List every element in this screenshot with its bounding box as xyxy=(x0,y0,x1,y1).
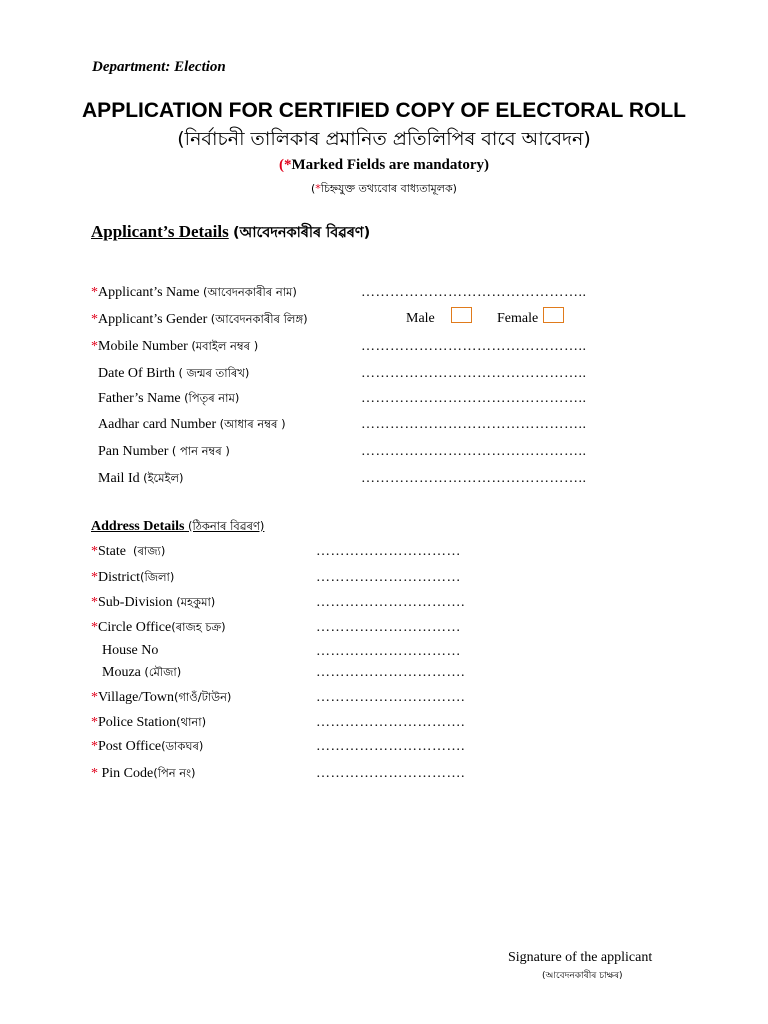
mobile-number-field[interactable]: ……………………………………….. xyxy=(361,339,587,354)
circle-office-field[interactable]: ………………………… xyxy=(316,620,461,635)
department-label: Department: Election xyxy=(92,59,226,75)
police-station-label: *Police Station(থানা) xyxy=(91,715,207,730)
date-of-birth-label: Date Of Birth ( জন্মৰ তাৰিখ) xyxy=(98,366,250,381)
page-title: APPLICATION FOR CERTIFIED COPY OF ELECTORAL ROLL xyxy=(82,99,686,122)
village-town-label: *Village/Town(গাওঁ/টাউন) xyxy=(91,690,232,705)
pin-code-field[interactable]: …………………………. xyxy=(316,766,465,781)
aadhar-number-label: Aadhar card Number (আধাৰ নম্বৰ ) xyxy=(98,417,286,432)
signature-label-bn: (আবেদনকাৰীৰ চাক্ষৰ) xyxy=(542,971,623,981)
pin-code-label: * Pin Code(পিন নং) xyxy=(91,766,196,781)
district-field[interactable]: ………………………… xyxy=(316,570,461,585)
mobile-number-label: *Mobile Number (মবাইল নম্বৰ ) xyxy=(91,339,259,354)
mail-id-field[interactable]: ……………………………………….. xyxy=(361,471,587,486)
fathers-name-field[interactable]: ……………………………………….. xyxy=(361,391,587,406)
circle-office-label: *Circle Office(ৰাজহ চক্ৰ) xyxy=(91,620,226,635)
state-label: *State (ৰাজ্য) xyxy=(91,544,166,559)
applicant-name-field[interactable]: ……………………………………….. xyxy=(361,285,587,300)
mouza-label: Mouza (মৌজা) xyxy=(102,665,182,680)
asterisk: * xyxy=(283,157,292,173)
gender-female-label: Female xyxy=(497,311,539,326)
applicant-name-label: *Applicant’s Name (আবেদনকাৰীৰ নাম) xyxy=(91,285,297,300)
gender-female-checkbox[interactable] xyxy=(543,307,564,326)
post-office-label: *Post Office(ডাকঘৰ) xyxy=(91,739,204,754)
mandatory-note: (*Marked Fields are mandatory) xyxy=(278,157,490,173)
page-title-bn: (নির্বাচনী তালিকাৰ প্ৰমানিত প্ৰতিলিপিৰ বাবে আবেদন) xyxy=(177,128,591,150)
post-office-field[interactable]: …………………………. xyxy=(316,739,465,754)
signature-label: Signature of the applicant xyxy=(508,950,653,965)
sub-division-field[interactable]: …………………………. xyxy=(316,595,465,610)
pan-number-field[interactable]: ……………………………………….. xyxy=(361,444,587,459)
village-town-field[interactable]: …………………………. xyxy=(316,690,465,705)
gender-male-label: Male xyxy=(406,311,435,326)
fathers-name-label: Father’s Name (পিতৃৰ নাম) xyxy=(98,391,240,406)
house-no-label: House No xyxy=(102,643,159,658)
police-station-field[interactable]: …………………………. xyxy=(316,715,465,730)
district-label: *District(জিলা) xyxy=(91,570,175,585)
mandatory-note-bn: (*চিহ্নযুক্ত তথ্যবোৰ বাধ্যতামূলক) xyxy=(311,182,457,195)
sub-division-label: *Sub-Division (মহকুমা) xyxy=(91,595,216,610)
applicant-details-heading: Applicant’s Details (আবেদনকাৰীৰ বিৱৰণ) xyxy=(91,222,371,241)
state-field[interactable]: ………………………… xyxy=(316,544,461,559)
applicant-gender-label: *Applicant’s Gender (আবেদনকাৰীৰ লিঙ্গ) xyxy=(91,312,308,327)
date-of-birth-field[interactable]: ……………………………………….. xyxy=(361,366,587,381)
gender-male-checkbox[interactable] xyxy=(451,307,472,326)
address-details-heading: Address Details (ঠিকনাৰ বিৱৰণ) xyxy=(91,519,265,534)
aadhar-number-field[interactable]: ……………………………………….. xyxy=(361,417,587,432)
pan-number-label: Pan Number ( পান নম্বৰ ) xyxy=(98,444,230,459)
house-no-field[interactable]: ………………………… xyxy=(316,644,461,659)
mail-id-label: Mail Id (ইমেইল) xyxy=(98,471,184,486)
mouza-field[interactable]: …………………………. xyxy=(316,665,465,680)
asterisk: * xyxy=(315,182,321,195)
